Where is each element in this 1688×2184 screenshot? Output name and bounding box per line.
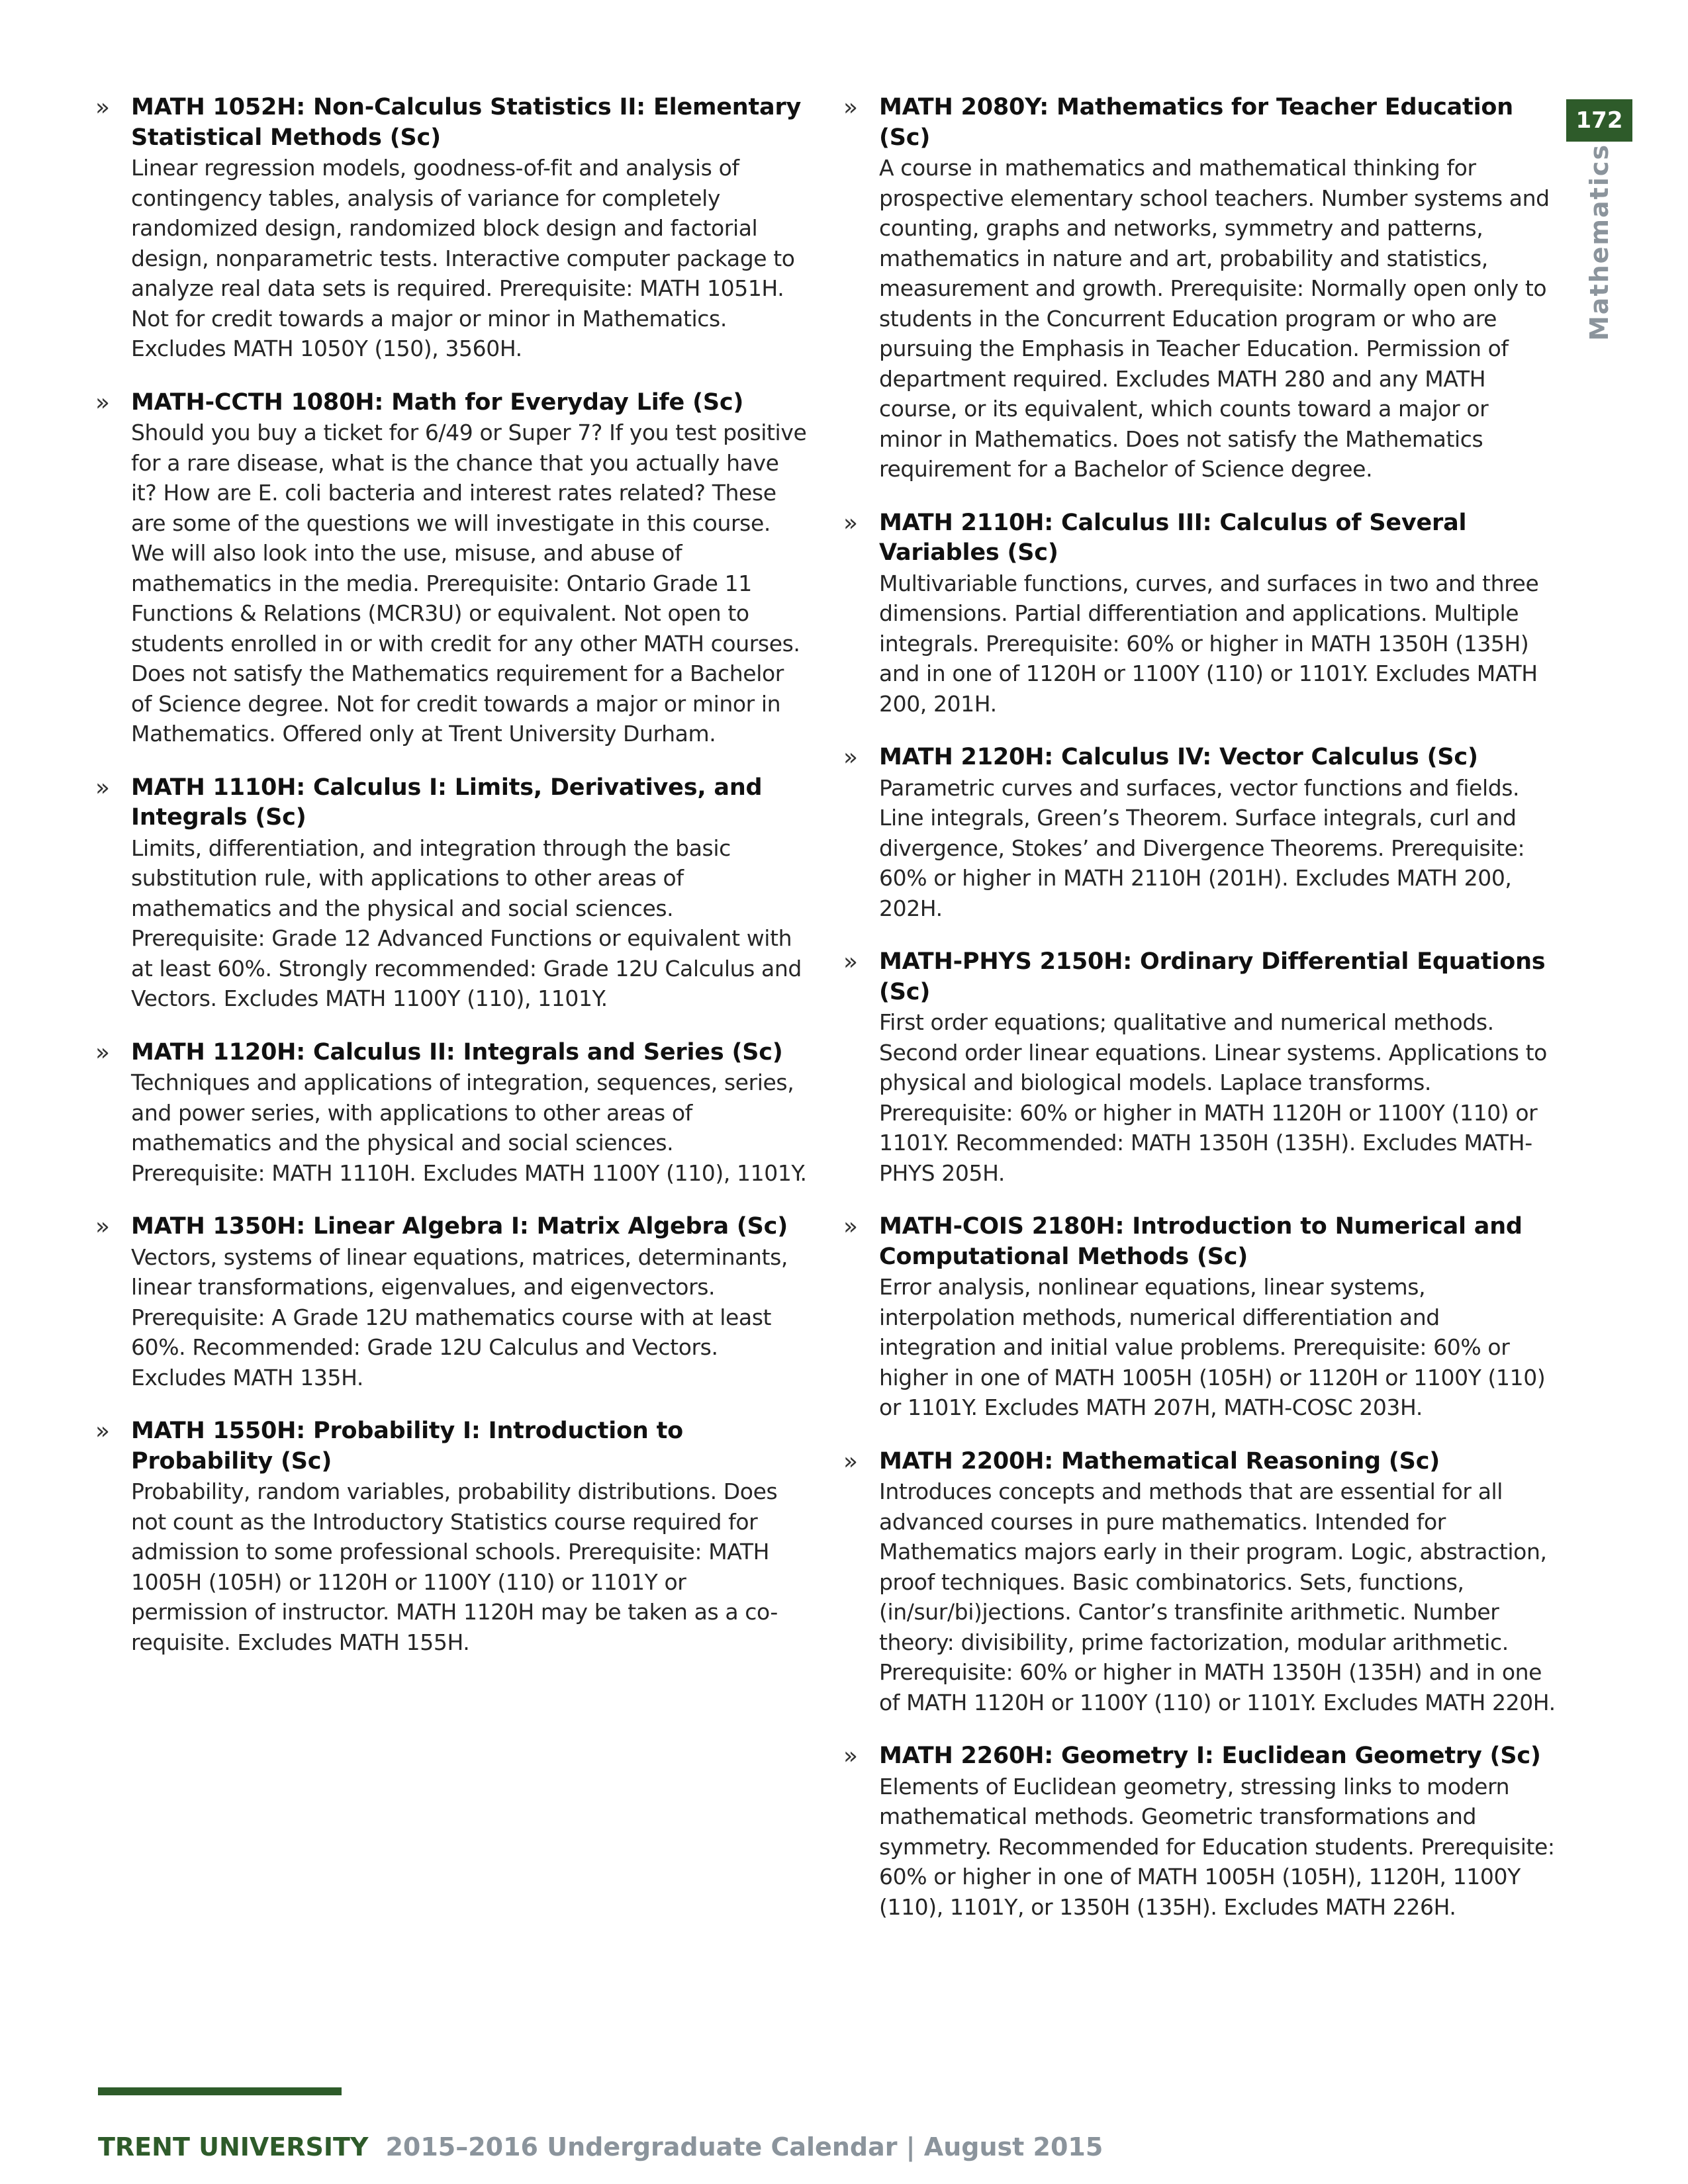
course-description: Multivariable functions, curves, and surfaces in two and three dimensions. Partial differentiation and applications. Multiple integrals. Prerequisite: 60% or higher in MATH 1350H (135H) and in one of 1120H or 1100Y (110) or 1101Y. Excludes MATH 200, 201H. xyxy=(879,570,1539,717)
section-label: Mathematics xyxy=(1585,143,1614,341)
course-description: Error analysis, nonlinear equations, linear systems, interpolation methods, numerical differentiation and integration and initial value problems. Prerequisite: 60% or higher in one of MATH 1005H (105H) or 1120H or 1100Y (110) or 1101Y. Excludes MATH 207H, MATH-COSC 203H. xyxy=(879,1274,1546,1420)
right-column xyxy=(841,93,1556,1946)
course-title: MATH 2200H: Mathematical Reasoning (Sc) xyxy=(879,1447,1440,1475)
course-description: Limits, differentiation, and integration through the basic substitution rule, with applications to other areas of mathematics and the physical and social sciences. Prerequisite: Grade 12 Advanced Functions or equivalent with at least 60%. Strongly recommended: Grade 12U Calculus and Vectors. Excludes MATH 1100Y (110), 1101Y. xyxy=(131,835,802,1011)
course-description: Introduces concepts and methods that are essential for all advanced courses in pure mathematics. Intended for Mathematics majors early in their program. Logic, abstraction, proof techniques. Basic combinatorics. Sets, functions, (in/sur/bi)jections. Cantor’s transfinite arithmetic. Number theory: divisibility, prime factorization, modular arithmetic. Prerequisite: 60% or higher in MATH 1350H (135H) and in one of MATH 1120H or 1100Y (110) or 1101Y. Excludes MATH 220H. xyxy=(879,1479,1556,1715)
course-title: MATH 2120H: Calculus IV: Vector Calculus (Sc) xyxy=(879,744,1478,770)
bullet-icon: » xyxy=(95,1418,111,1445)
bullet-icon: » xyxy=(95,774,111,801)
course-title: MATH-CCTH 1080H: Math for Everyday Life (Sc) xyxy=(131,388,744,416)
course-entry xyxy=(93,93,809,364)
course-title: MATH 2080Y: Mathematics for Teacher Education (Sc) xyxy=(879,94,1513,151)
course-entry xyxy=(841,947,1556,1188)
course-title: MATH 1550H: Probability I: Introduction to Probability (Sc) xyxy=(131,1418,683,1475)
bullet-icon: » xyxy=(95,388,111,416)
bullet-icon: » xyxy=(843,948,859,976)
footer-organization: TRENT UNIVERSITY xyxy=(98,2132,369,2161)
course-title: MATH 1110H: Calculus I: Limits, Derivatives, and Integrals (Sc) xyxy=(131,774,763,831)
course-title: MATH-COIS 2180H: Introduction to Numerical and Computational Methods (Sc) xyxy=(879,1213,1523,1270)
bullet-icon: » xyxy=(843,509,859,537)
course-entry xyxy=(93,1038,809,1189)
bullet-icon: » xyxy=(95,94,111,121)
bullet-icon: » xyxy=(95,1213,111,1240)
course-entry xyxy=(841,743,1556,923)
bullet-icon: » xyxy=(95,1038,111,1066)
bullet-icon: » xyxy=(843,94,859,121)
course-entry xyxy=(841,508,1556,719)
course-entry xyxy=(93,1416,809,1657)
course-entry xyxy=(93,773,809,1014)
bullet-icon: » xyxy=(843,1447,859,1475)
course-entry xyxy=(841,1212,1556,1423)
course-description: Vectors, systems of linear equations, matrices, determinants, linear transformations, eigenvalues, and eigenvectors. Prerequisite: A Grade 12U mathematics course with at least 60%. Recommended: Grade 12U Calculus and Vectors. Excludes MATH 135H. xyxy=(131,1244,788,1390)
course-description: First order equations; qualitative and numerical methods. Second order linear equations. Linear systems. Applications to physical and biological models. Laplace transforms. Prerequisite: 60% or higher in MATH 1120H or 1100Y (110) or 1101Y. Recommended: MATH 1350H (135H). Excludes MATH-PHYS 205H. xyxy=(879,1009,1547,1186)
course-description: Probability, random variables, probability distributions. Does not count as the Introductory Statistics course required for admission to some professional schools. Prerequisite: MATH 1005H (105H) or 1120H or 1100Y (110) or 1101Y or permission of instructor. MATH 1120H may be taken as a co-requisite. Excludes MATH 155H. xyxy=(131,1479,778,1655)
bullet-icon: » xyxy=(843,744,859,771)
course-description: Elements of Euclidean geometry, stressing links to modern mathematical methods. Geometric transformations and symmetry. Recommended for Education students. Prerequisite: 60% or higher in one of MATH 1005H (105H), 1120H, 1100Y (110), 1101Y, or 1350H (135H). Excludes MATH 226H. xyxy=(879,1773,1555,1920)
course-entry xyxy=(93,388,809,749)
bullet-icon: » xyxy=(843,1743,859,1770)
footer xyxy=(98,2131,1103,2163)
course-title: MATH-PHYS 2150H: Ordinary Differential Equations (Sc) xyxy=(879,948,1546,1005)
course-description: Linear regression models, goodness-of-fit and analysis of contingency tables, analysis of variance for completely randomized design, randomized block design and factorial design, nonparametric tests. Interactive computer package to analyze real data sets is required. Prerequisite: MATH 1051H. Not for credit towards a major or minor in Mathematics. Excludes MATH 1050Y (150), 3560H. xyxy=(131,155,795,361)
course-entry xyxy=(841,93,1556,484)
course-description: A course in mathematics and mathematical thinking for prospective elementary school teachers. Number systems and counting, graphs and networks, symmetry and patterns, mathematics in nature and art, probability and statistics, measurement and growth. Prerequisite: Normally open only to students in the Concurrent Education program or who are pursuing the Emphasis in Teacher Education. Permission of department required. Excludes MATH 280 and any MATH course, or its equivalent, which counts toward a major or minor in Mathematics. Does not satisfy the Mathematics requirement for a Bachelor of Science degree. xyxy=(879,155,1550,482)
course-entry xyxy=(841,1447,1556,1718)
course-entry xyxy=(93,1212,809,1392)
course-title: MATH 1120H: Calculus II: Integrals and Series (Sc) xyxy=(131,1038,783,1066)
course-title: MATH 1052H: Non-Calculus Statistics II: Elementary Statistical Methods (Sc) xyxy=(131,94,802,151)
course-description: Parametric curves and surfaces, vector functions and fields. Line integrals, Green’s Theorem. Surface integrals, curl and divergence, Stokes’ and Divergence Theorems. Prerequisite: 60% or higher in MATH 2110H (201H). Excludes MATH 200, 202H. xyxy=(879,774,1525,921)
footer-calendar: 2015–2016 Undergraduate Calendar | August 2015 xyxy=(385,2132,1103,2161)
course-description: Should you buy a ticket for 6/49 or Super 7? If you test positive for a rare disease, what is the chance that you actually have it? How are E. coli bacteria and interest rates related? These are some of the questions we will investigate in this course. We will also look into the use, misuse, and abuse of mathematics in the media. Prerequisite: Ontario Grade 11 Functions & Relations (MCR3U) or equivalent. Not open to students enrolled in or with credit for any other MATH courses. Does not satisfy the Mathematics requirement for a Bachelor of Science degree. Not for credit towards a major or minor in Mathematics. Offered only at Trent University Durham. xyxy=(131,420,807,747)
bullet-icon: » xyxy=(843,1213,859,1240)
course-title: MATH 2110H: Calculus III: Calculus of Several Variables (Sc) xyxy=(879,509,1467,566)
course-entry xyxy=(841,1741,1556,1922)
footer-rule xyxy=(98,2087,342,2095)
course-title: MATH 1350H: Linear Algebra I: Matrix Algebra (Sc) xyxy=(131,1213,788,1240)
page-number-badge: 172 xyxy=(1566,99,1632,142)
left-column xyxy=(93,93,809,1681)
course-description: Techniques and applications of integration, sequences, series, and power series, with applications to other areas of mathematics and the physical and social sciences. Prerequisite: MATH 1110H. Excludes MATH 1100Y (110), 1101Y. xyxy=(131,1069,807,1186)
course-title: MATH 2260H: Geometry I: Euclidean Geometry (Sc) xyxy=(879,1743,1541,1769)
